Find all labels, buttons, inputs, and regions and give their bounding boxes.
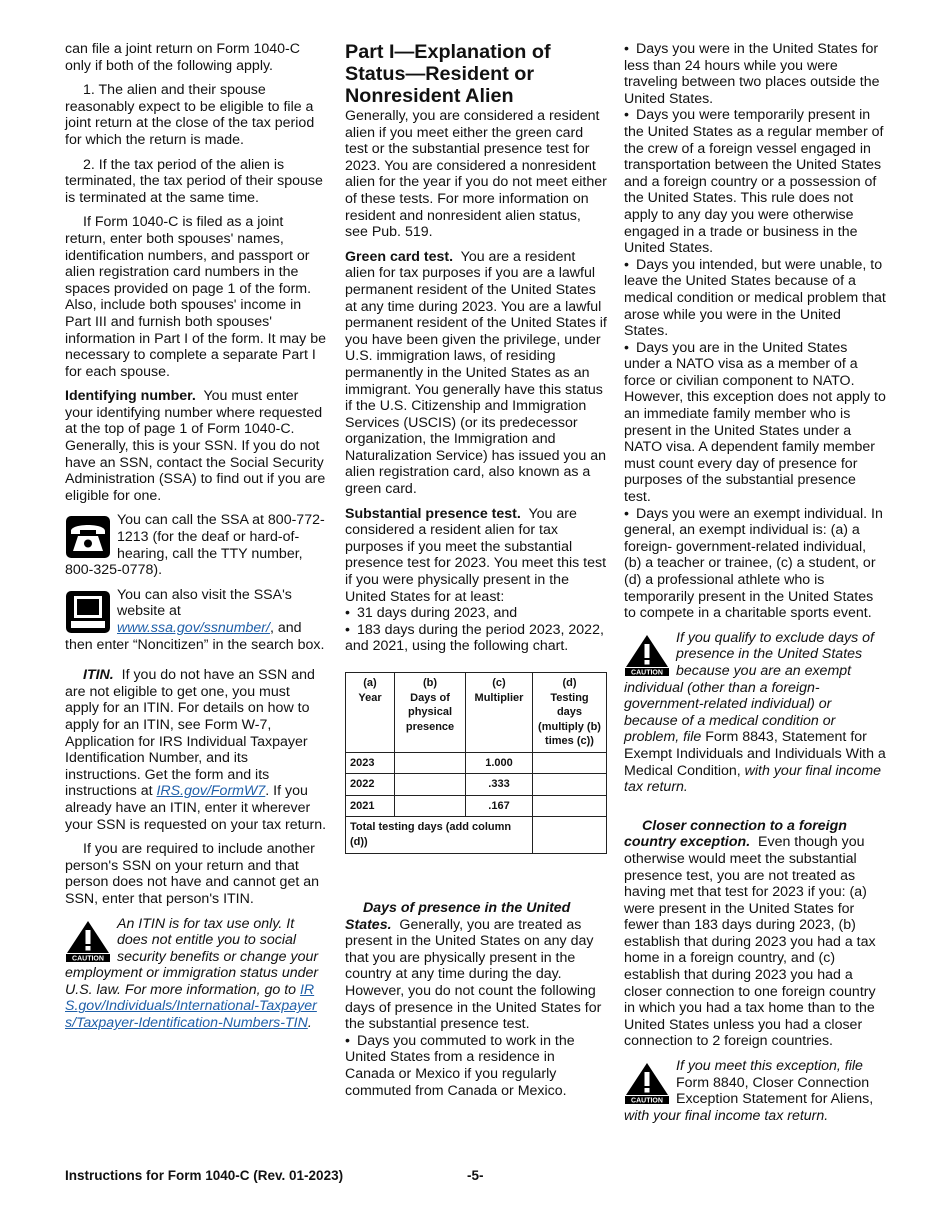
identifying-number-paragraph [65,388,327,504]
list-item: • Days you were temporarily present in the United States as a regular member of the crew of a foreign vessel engaged in transportation between the United States and a foreign country or a possession of the United States. This rule does not apply to any day you were otherwise engaged in a trade or business in the United States. [624,107,884,257]
caution-icon [65,919,111,963]
caution-icon [624,1061,670,1105]
list-item: • Days you intended, but were unable, to leave the United States because of a medical condition or medical problem that arose while you were in the United States. [624,256,886,340]
footer-title: Instructions for Form 1040-C (Rev. 01-2023) [65,1168,344,1183]
cell-multiplier: .333 [466,774,533,796]
itin-caution-note [65,916,327,1032]
list-item: • Days you were in the United States for less than 24 hours while you were traveling between two places outside the United States. [624,41,880,107]
exempt-caution-end: with your final income tax return. [624,762,882,796]
form-8840-reference: Form 8840, Closer Connection Exception Statement for Aliens, [676,1074,874,1108]
itin-heading: ITIN. [83,667,114,684]
page-footer [65,1168,605,1185]
substantial-presence-paragraph [345,506,607,606]
itin-text: If you do not have an SSN and are not eligible to get one, you must apply for an ITIN. For details on how to apply for an ITIN, see Form W-7, Application for IRS Individual Taxpayer Identification Number, and its instructions. Get the form and its instructions at [65,667,315,800]
identifying-number-text: You must enter your identifying number where requested at the top of page 1 of Form 1040-C. Generally, this is your SSN. If you do not have an SSN, contact the Social Security Administration (SSA) to find out if you are eligible for one. [65,388,326,504]
cell-days [395,795,466,817]
website-note [65,587,327,653]
cell-days [395,752,466,774]
condition-1: 1. The alien and their spouse reasonably expect to be eligible to file a joint return at the close of the tax period for which the return is made. [65,82,315,148]
days-of-presence-paragraph [345,900,607,1033]
presence-chart [345,672,607,854]
list-item: • Days you are in the United States under a NATO visa as a member of a force or civilian component to NATO. However, this exception does not apply to an immediate family member who is present in the United States under a NATO visa. A dependent family member must count every day of presence for purposes of the substantial presence test. [624,339,886,506]
green-card-text: You are a resident alien for tax purposes if you are a lawful permanent resident of the United States at any time during 2023. You are a lawful permanent resident of the United States if you have been given the privilege, under U.S. immigration laws, of residing permanently in the United States as an immigrant. You generally have this status if the U.S. Citizenship and Immigration Services (USCIS) (or its predecessor organization, the Immigration and Naturalization Service) has issued you an alien registration card, also known as a green card. [345,248,607,498]
svg-text:CAUTION: CAUTION [631,669,663,677]
cell-multiplier: 1.000 [466,752,533,774]
another-ssn-paragraph: If you are required to include another person's SSN on your return and that person does not have and cannot get an SSN, enter that person's ITIN. [65,841,319,907]
tin-link[interactable]: IRS.gov/Individuals/International-Taxpayers/Taxpayer-Identification-Numbers-TIN [65,981,317,1032]
substantial-presence-text: You are considered a resident alien for tax purposes if you meet the substantial presence test for 2023. You meet this test if you were physically present in the United States for at least: [345,505,607,605]
cell-testing [533,795,607,817]
formw7-link[interactable]: IRS.gov/FormW7 [156,783,266,800]
total-row [346,817,607,854]
cell-testing [533,774,607,796]
closer-caution-end: with your final income tax return. [624,1107,829,1124]
list-item: • 31 days during 2023, and [345,605,518,622]
green-card-paragraph [345,249,607,498]
closer-connection-heading: Closer connection to a foreign country exception. [624,817,847,851]
website-note-end: , and then enter “Noncitizen” in the search box. [65,620,325,653]
header-days: (b) Days of physical presence [395,673,466,753]
cell-testing [533,752,607,774]
substantial-presence-heading: Substantial presence test. [345,505,521,522]
exempt-caution-text: If you qualify to exclude days of presence in the United States because you are an exempt individual (other than a foreign-government-related individual) or because of a medical condition or problem, file [624,629,874,746]
computer-icon [65,590,111,634]
caution-icon [624,633,670,677]
chart-header-row [346,673,607,753]
page-number: -5- [467,1168,484,1183]
svg-text:CAUTION: CAUTION [72,955,104,962]
cell-year: 2022 [346,774,395,796]
form-8843-reference: Form 8843, Statement for Exempt Individuals and Individuals With a Medical Condition, [624,729,886,779]
column-left [65,41,327,1040]
joint-intro: can file a joint return on Form 1040-C only if both of the following apply. [65,41,300,74]
column-right [624,41,886,1132]
list-item: • Days you were an exempt individual. In general, an exempt individual is: (a) a foreign- government-related individual, (b) a teacher or trainee, (c) a student, or (d) a professional athlete who is temporarily present in the United States to compete in a charitable sports event. [624,505,883,622]
header-multiplier: (c) Multiplier [466,673,533,753]
closer-connection-paragraph [624,818,886,1050]
itin-text-end: . If you already have an ITIN, enter it wherever your SSN is requested on your tax return. [65,783,327,833]
joint-return-paragraph: If Form 1040-C is filed as a joint return, enter both spouses' names, identification numbers, and passport or alien registration card numbers in the spaces provided on page 1 of the form. Also, include both spouses' income in Part III and furnish both spouses' information in Part I of the form. It may be necessary to complete a separate Part I for each spouse. [65,214,327,380]
list-item: • 183 days during the period 2023, 2022, and 2021, using the following chart. [345,621,604,655]
substantial-presence-bullets [345,605,607,655]
identifying-number-heading: Identifying number. [65,388,196,405]
exempt-caution-note [624,630,886,796]
itin-caution-end: . [307,1015,312,1032]
header-year: (a) Year [346,673,395,753]
table-row [346,774,607,796]
cell-days [395,774,466,796]
cell-multiplier: .167 [466,795,533,817]
closer-caution-note [624,1058,886,1124]
closer-connection-text: Even though you otherwise would meet the substantial presence test, you are not treated as having met that test for 2023 if you: (a) were present in the United States for fewer than 183 days during 2023, (b) establish that during 2023 you had a tax home in a foreign country, and (c) establish that during 2023 you had a closer connection to one foreign country in which you had a tax home than to the United States unless you had a closer connection to 2 foreign countries. [624,834,876,1050]
table-row [346,752,607,774]
general-paragraph: Generally, you are considered a resident alien if you meet either the green card test or the substantial presence test for 2023. You are considered a nonresident alien for the year if you do not meet either of these tests. For more information on resident and nonresident alien status, see Pub. 519. [345,108,607,241]
exclusion-bullets [624,41,886,622]
header-testing-days: (d) Testing days (multiply (b) times (c)) [533,673,607,753]
phone-note-text: You can call the SSA at 800-772-1213 (for the deaf or hard-of-hearing, call the TTY number, 800-325-0778). [65,512,325,579]
table-row [346,795,607,817]
days-of-presence-bullets [345,1033,607,1099]
column-middle [345,41,607,1099]
total-value [533,817,607,854]
closer-caution-text: If you meet this exception, file [676,1058,863,1075]
telephone-icon [65,515,111,559]
list-item: • Days you commuted to work in the United States from a residence in Canada or Mexico if you regularly commuted from Canada or Mexico. [345,1032,575,1099]
ssa-website-link[interactable]: www.ssa.gov/ssnumber/ [117,620,270,636]
condition-2: 2. If the tax period of the alien is terminated, the tax period of their spouse is terminated at the same time. [65,156,323,206]
days-of-presence-text: Generally, you are treated as present in the United States on any day that you are physically present in the country at any time during the day. However, you do not count the following days of presence in the United States for the substantial presence test. [345,916,602,1033]
itin-paragraph [65,667,327,833]
website-note-text: You can also visit the SSA's website at [117,586,292,620]
phone-note [65,512,327,578]
part-title: Part I—Explanation of Status—Resident or Nonresident Alien [345,41,551,107]
green-card-heading: Green card test. [345,248,454,265]
cell-year: 2021 [346,795,395,817]
itin-caution-text: An ITIN is for tax use only. It does not entitle you to social security benefits or change your employment or immigration status under U.S. law. For more information, go to [65,915,319,998]
cell-year: 2023 [346,752,395,774]
days-of-presence-heading: Days of presence in the United States. [345,900,571,933]
total-label: Total testing days (add column (d)) [346,817,533,854]
svg-text:CAUTION: CAUTION [631,1097,663,1105]
